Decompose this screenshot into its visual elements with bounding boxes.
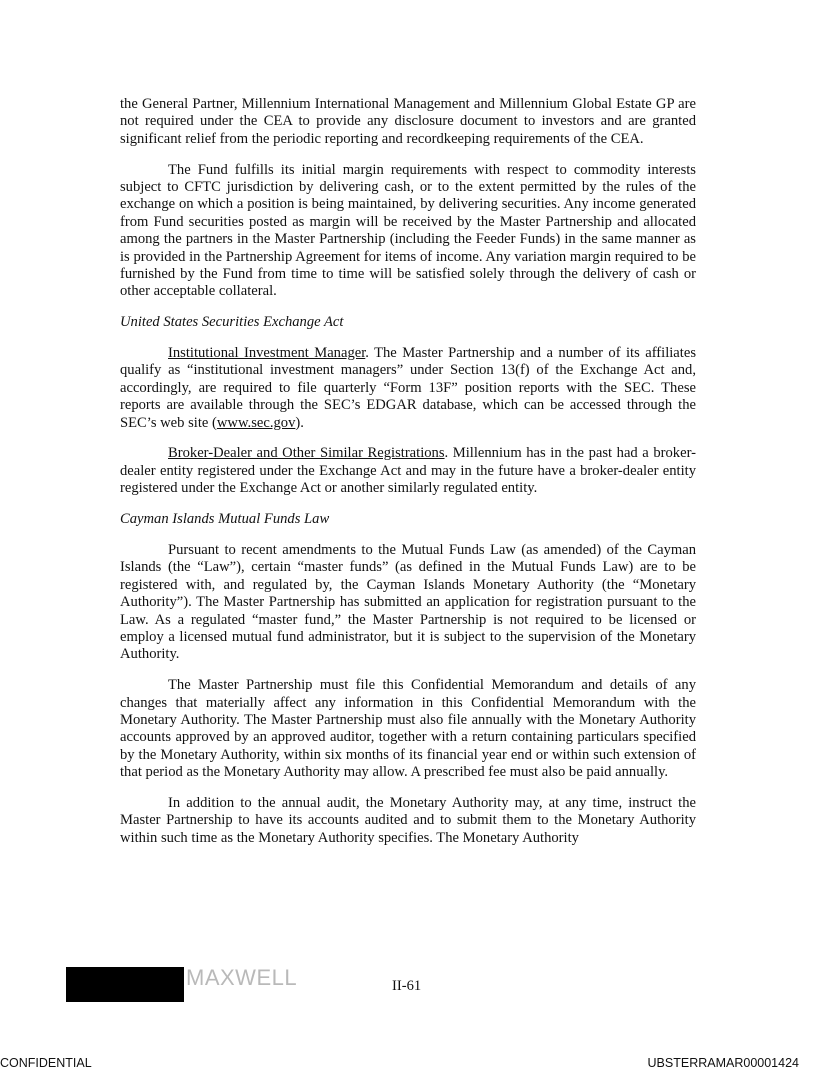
paragraph-text: . The Master Partnership and a number of its affiliates qualify as “institutional investment managers” under Section 13(f) of the Exchange Act and, accordingly, are required to file quarterly “Form 13F” position reports with the SEC. These reports are available through the SEC’s EDGAR database, which can be accessed through the SEC’s web site ( (120, 345, 696, 431)
paragraph-margin-requirements: The Fund fulfills its initial margin requirements with respect to commodity interests subject to CFTC jurisdiction by delivering cash, or to the extent permitted by the rules of the exchange on which a position is being maintained, by delivering securities. Any income generated from Fund securities posted as margin will be received by the Master Partnership and allocated among the partners in the Master Partnership (including the Feeder Funds) in the same manner as is provided in the Partnership Agreement for items of income. Any variation margin required to be furnished by the Fund from time to time will be satisfied solely through the delivery of cash or other acceptable collateral. (120, 161, 696, 300)
document-body (120, 96, 696, 861)
paragraph-annual-audit: In addition to the annual audit, the Monetary Authority may, at any time, instruct the Master Partnership to have its accounts audited and to submit them to the Monetary Authority within such time as the Monetary Authority specifies. The Monetary Authority (120, 794, 696, 846)
paragraph-text: . Millennium has in the past had a broker-dealer entity registered under the Exchange Act and may in the future have a broker-dealer entity registered under the Exchange Act or another similarly regulated entity. (120, 445, 696, 497)
paragraph-mutual-funds-law: Pursuant to recent amendments to the Mutual Funds Law (as amended) of the Cayman Islands (the “Law”), certain “master funds” (as defined in the Mutual Funds Law) are to be registered with, and regulated by, the Cayman Islands Monetary Authority (the “Monetary Authority”). The Master Partnership has submitted an application for registration pursuant to the Law. As a regulated “master fund,” the Master Partnership is not required to be licensed or employ a licensed mutual fund administrator, but it is subject to the supervision of the Monetary Authority. (120, 541, 696, 663)
paragraph-cea-disclosure: the General Partner, Millennium International Management and Millennium Global Estate GP are not required under the CEA to provide any disclosure document to investors and are granted significant relief from the periodic reporting and recordkeeping requirements of the CEA. (120, 96, 696, 147)
paragraph-tail: ). (295, 414, 304, 431)
footer-bates-number: UBSTERRAMAR00001424 (647, 1056, 799, 1070)
section-heading-securities-exchange-act: United States Securities Exchange Act (120, 314, 344, 331)
page-number: II-61 (392, 978, 422, 994)
subheading-institutional-investment-manager: Institutional Investment Manager (168, 345, 366, 362)
section-heading-cayman-mutual-funds-law: Cayman Islands Mutual Funds Law (120, 511, 330, 528)
sec-website-link[interactable]: www.sec.gov (216, 414, 296, 431)
footer-confidential-label: CONFIDENTIAL (0, 1056, 92, 1070)
paragraph-broker-dealer (120, 445, 696, 497)
subheading-broker-dealer: Broker-Dealer and Other Similar Registrations (168, 445, 445, 462)
paragraph-filing-requirements: The Master Partnership must file this Confidential Memorandum and details of any changes that materially affect any information in this Confidential Memorandum with the Monetary Authority. The Master Partnership must also file annually with the Monetary Authority accounts approved by an approved auditor, together with a return containing particulars specified by the Monetary Authority, within six months of its financial year end or within such extension of that period as the Monetary Authority may allow. A prescribed fee must also be paid annually. (120, 677, 696, 781)
redaction-box (66, 967, 184, 1002)
paragraph-institutional-investment-manager (120, 345, 696, 432)
watermark-stamp: MAXWELL (186, 965, 298, 990)
